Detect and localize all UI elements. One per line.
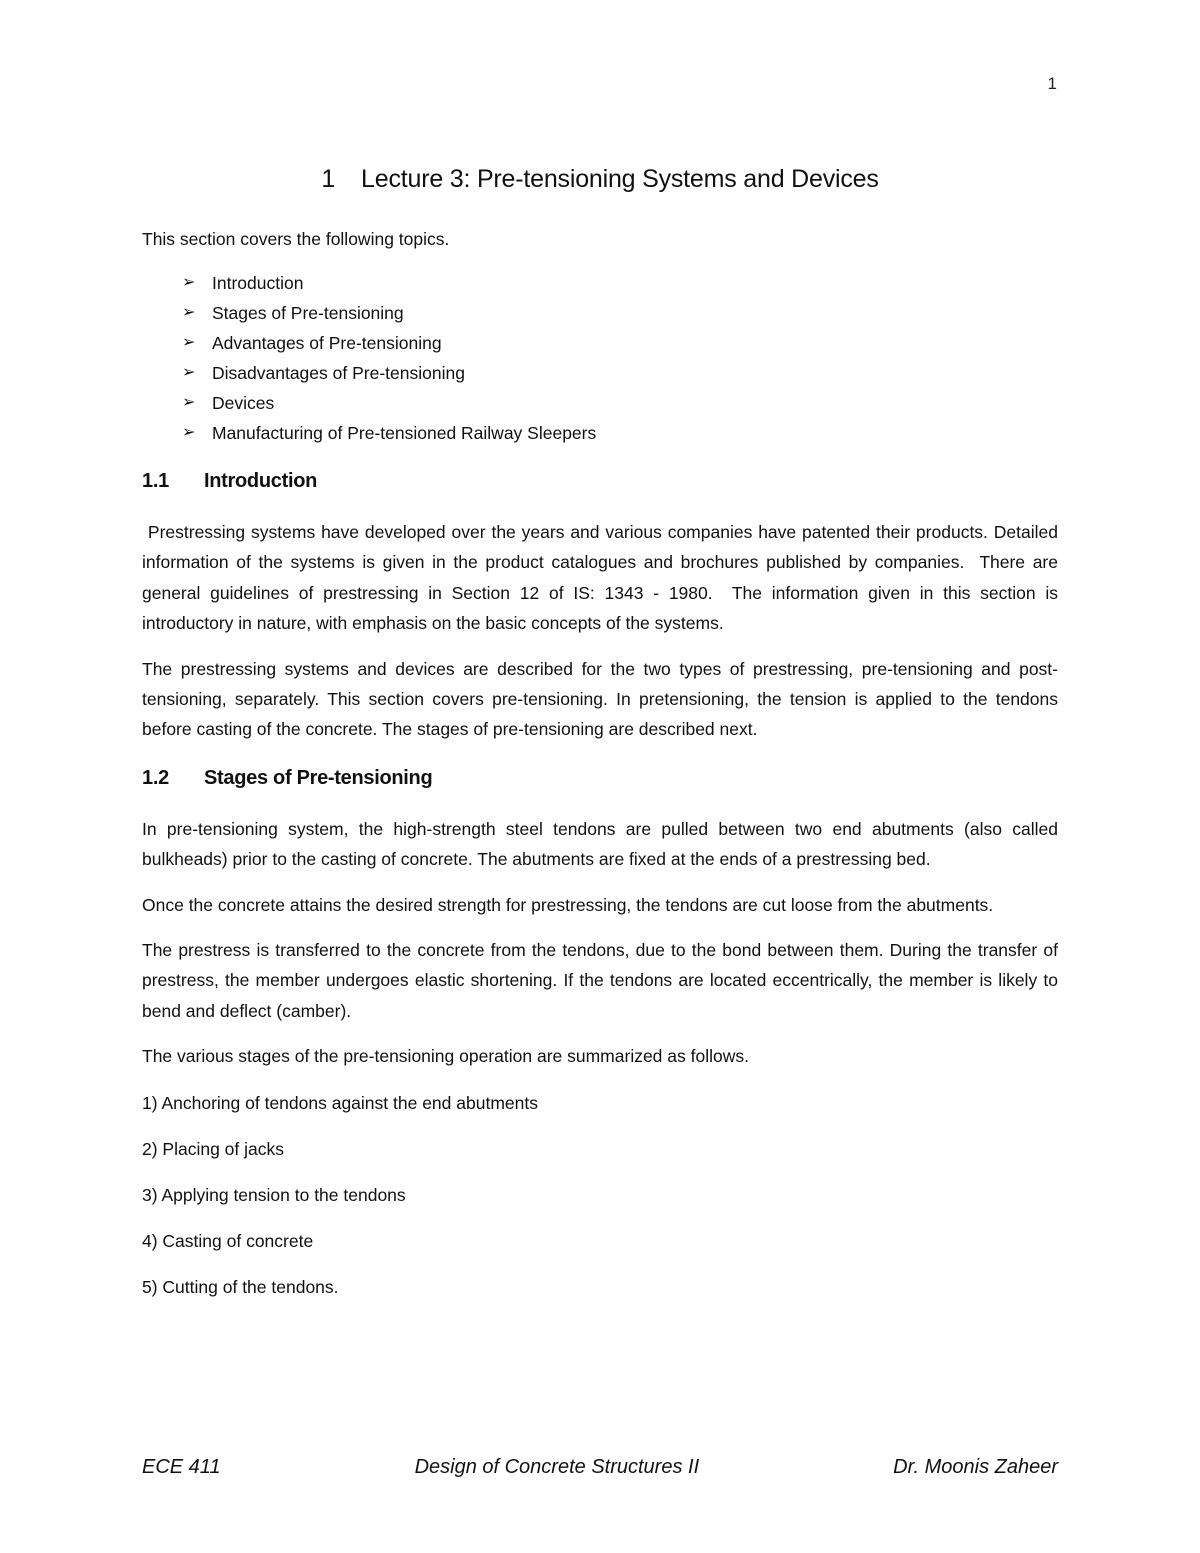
- arrow-bullet-icon: ➢: [182, 394, 196, 411]
- arrow-bullet-icon: ➢: [182, 424, 196, 441]
- footer-course-code: ECE 411: [142, 1456, 221, 1478]
- section-number: 1.2: [142, 766, 169, 789]
- page-number: 1: [1047, 74, 1057, 93]
- list-item: ➢ Devices: [182, 388, 1058, 418]
- list-item: ➢ Disadvantages of Pre-tensioning: [182, 358, 1058, 388]
- footer-course-title: Design of Concrete Structures II: [414, 1456, 700, 1478]
- arrow-bullet-icon: ➢: [182, 334, 196, 351]
- page-footer: [142, 1456, 1058, 1479]
- intro-text: This section covers the following topics.: [142, 229, 450, 249]
- stage-item: 2) Placing of jacks: [142, 1138, 285, 1159]
- page-title: [142, 165, 1058, 194]
- section-heading-introduction: [142, 470, 1058, 493]
- stage-item: 4) Casting of concrete: [142, 1230, 314, 1251]
- footer-author: Dr. Moonis Zaheer: [893, 1456, 1058, 1478]
- section-heading-stages: [142, 767, 1058, 790]
- title-text: Lecture 3: Pre-tensioning Systems and Devices: [361, 165, 879, 193]
- paragraph: Once the concrete attains the desired strength for prestressing, the tendons are cut loose from the abutments.: [142, 894, 994, 915]
- section-title: Introduction: [204, 470, 318, 492]
- paragraph: The prestressing systems and devices are described for the two types of prestressing, pre-tensioning and post-tensioning, separately. This section covers pre-tensioning. In pretensioning, the tension is applied to the tendons before casting of the concrete. The stages of pre-tensioning are described next.: [142, 658, 1058, 740]
- paragraph: The prestress is transferred to the concrete from the tendons, due to the bond between them. During the transfer of prestress, the member undergoes elastic shortening. If the tendons are located eccentrically, the member is likely to bend and deflect (camber).: [142, 940, 1058, 1021]
- stage-item: 5) Cutting of the tendons.: [142, 1276, 339, 1297]
- topics-list: [142, 268, 1058, 448]
- list-item: ➢ Advantages of Pre-tensioning: [182, 328, 1058, 358]
- paragraph: The various stages of the pre-tensioning operation are summarized as follows.: [142, 1046, 749, 1067]
- arrow-bullet-icon: ➢: [182, 364, 196, 381]
- arrow-bullet-icon: ➢: [182, 274, 196, 291]
- title-number: 1: [321, 165, 336, 193]
- paragraph: Prestressing systems have developed over the years and various companies have patented their products. Detailed information of the systems is given in the product catalogues and brochures published by companies. There are general guidelines of prestressing in Section 12 of IS: 1343 - 1980. The information given in this section is introductory in nature, with emphasis on the basic concepts of the systems.: [142, 522, 1063, 634]
- section-number: 1.1: [142, 470, 169, 492]
- list-item: ➢ Manufacturing of Pre-tensioned Railway Sleepers: [182, 418, 1058, 448]
- stage-item: 3) Applying tension to the tendons: [142, 1184, 406, 1205]
- list-item: ➢ Stages of Pre-tensioning: [182, 298, 1058, 328]
- list-item: ➢ Introduction: [182, 268, 1058, 298]
- section-title: Stages of Pre-tensioning: [204, 766, 433, 789]
- arrow-bullet-icon: ➢: [182, 304, 196, 321]
- stage-item: 1) Anchoring of tendons against the end abutments: [142, 1092, 538, 1113]
- paragraph: In pre-tensioning system, the high-strength steel tendons are pulled between two end abutments (also called bulkheads) prior to the casting of concrete. The abutments are fixed at the ends of a prestressing bed.: [142, 818, 1058, 870]
- document-body: [142, 165, 1063, 1302]
